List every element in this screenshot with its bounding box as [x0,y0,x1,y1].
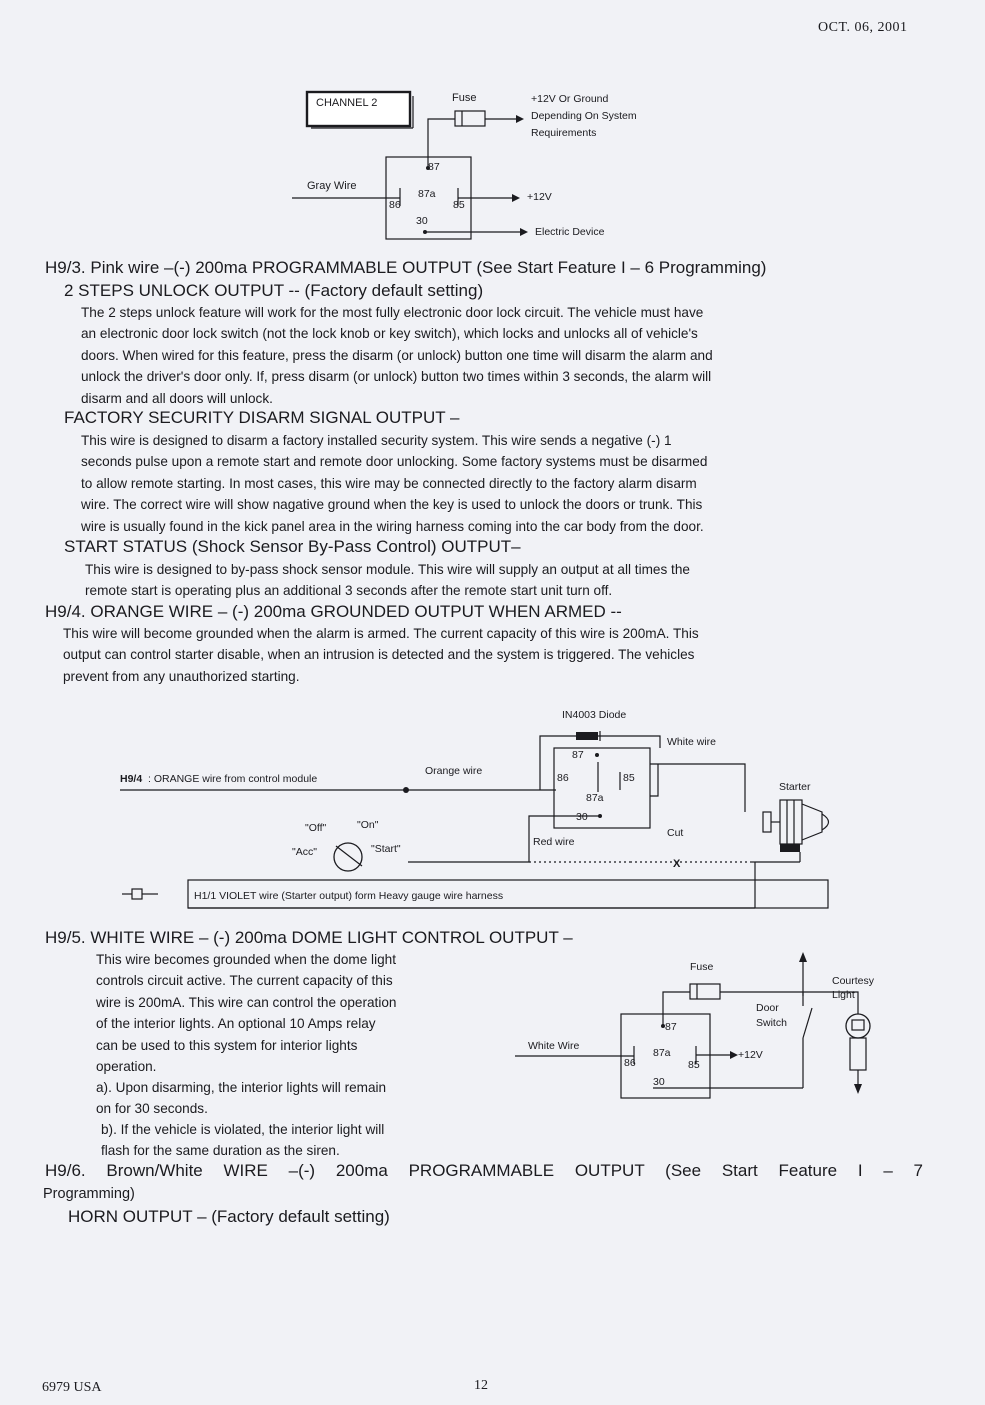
red-wire-label: Red wire [533,836,575,848]
d2-pin-85: 85 [623,772,635,784]
h93-para-unlock: The 2 steps unlock feature will work for the most fully electronic door lock circuit. The vehicle must have an electronic door lock switch (not the lock knob or key switch), which locks and unlocks all of vehicle's doors. When wired for this feature, press the disarm (or unlock) button one time will disarm the alarm and unlock the driver's door only. If, press disarm (or unlock) button two times within 3 seconds, the alarm will disarm and all doors will unlock. [81,305,713,406]
d3-pin-87: 87 [665,1021,677,1033]
h94-heading: H9/4. ORANGE WIRE – (-) 200ma GROUNDED OUTPUT WHEN ARMED -- [45,602,622,621]
supply-label-2: Depending On System [531,110,637,122]
d1-plus12v: +12V [527,191,552,203]
d3-pin-85: 85 [688,1059,700,1071]
light-label: Light [832,989,855,1001]
h96-heading-line1: H9/6. Brown/White WIRE –(-) 200ma PROGRAMMABLE OUTPUT (See Start Feature I – 7 [45,1161,923,1180]
page-number: 12 [474,1378,488,1393]
key-on-label: "On" [357,819,379,831]
d2-source-bold: H9/4 [120,773,143,785]
cut-mark-x: X [673,858,681,870]
h93-sub-start-status: START STATUS (Shock Sensor By-Pass Control) OUTPUT– [64,537,521,556]
d1-pin-86: 86 [389,199,401,211]
d3-fuse-label: Fuse [690,961,714,973]
d1-pin-87: 87 [428,161,440,173]
d1-pin-85: 85 [453,199,465,211]
key-off-label: "Off" [305,822,327,834]
h95-item-b: b). If the vehicle is violated, the interior light will flash for the same duration as the siren. [101,1122,385,1159]
h94-para: This wire will become grounded when the alarm is armed. The current capacity of this wire is 200mA. This output can control starter disable, when an intrusion is detected and the system is triggered. The vehicles prevent from any unauthorized starting. [63,626,699,684]
footer-model: 6979 USA [42,1380,102,1395]
orange-wire-label: Orange wire [425,765,483,777]
d2-pin-87: 87 [572,749,584,761]
relay-diagram-channel2 [280,82,700,250]
door-label: Door [756,1002,779,1014]
channel-label: CHANNEL 2 [316,97,378,109]
h93-para-start-status: This wire is designed to by-pass shock sensor module. This wire will supply an output at all times the remote start is operating plus an additional 3 seconds after the remote start unit turn off. [85,562,690,599]
switch-label: Switch [756,1017,787,1029]
fuse-label: Fuse [452,92,477,104]
h95-item-a: a). Upon disarming, the interior lights will remain on for 30 seconds. [96,1080,387,1117]
h96-sub-horn: HORN OUTPUT – (Factory default setting) [68,1207,390,1226]
h93-heading: H9/3. Pink wire –(-) 200ma PROGRAMMABLE OUTPUT (See Start Feature I – 6 Programming) [45,258,767,277]
d2-pin-87a: 87a [586,792,604,804]
d3-pin-30: 30 [653,1076,665,1088]
courtesy-label: Courtesy [832,975,875,987]
h95-para: This wire becomes grounded when the dome light controls circuit active. The current capacity of this wire is 200mA. This wire can control the operation of the interior lights. An optional 10 Amps relay can be used to this system for interior lights operation. [96,952,397,1075]
dome-light-diagram [510,948,910,1108]
d2-pin-30: 30 [576,811,588,823]
h96-heading-line2: Programming) [43,1186,135,1202]
d1-pin-87a: 87a [418,188,436,200]
h93-sub-unlock: 2 STEPS UNLOCK OUTPUT -- (Factory default setting) [64,281,484,300]
gray-wire-label: Gray Wire [307,180,357,192]
key-acc-label: "Acc" [292,846,317,858]
d3-white-wire-label: White Wire [528,1040,580,1052]
d2-pin-86: 86 [557,772,569,784]
key-start-label: "Start" [371,843,401,855]
document-date: OCT. 06, 2001 [818,20,908,35]
d2-source-label: : ORANGE wire from control module [148,773,318,785]
h93-para-disarm: This wire is designed to disarm a factory installed security system. This wire sends a negative (-) 1 seconds pulse upon a remote start and remote door unlocking. Some factory systems must be disarmed to allow remote starting. In most cases, this wire may be connected directly to the factory alarm disarm wire. The correct wire will show nagative ground when the key is used to unlock the doors or trunk. This wire is usually found in the kick panel area in the wiring harness coming into the car body from the door. [81,433,708,534]
starter-label: Starter [779,781,811,793]
white-wire-label: White wire [667,736,717,748]
d3-pin-86: 86 [624,1057,636,1069]
diode-label: IN4003 Diode [562,709,627,721]
violet-wire-label: H1/1 VIOLET wire (Starter output) form Heavy gauge wire harness [194,890,504,902]
h93-sub-disarm: FACTORY SECURITY DISARM SIGNAL OUTPUT – [64,408,460,427]
starter-disable-diagram [110,700,870,920]
d1-pin-30: 30 [416,215,428,227]
d3-pin-87a: 87a [653,1047,671,1059]
cut-label: Cut [667,827,684,839]
supply-label-3: Requirements [531,127,597,139]
device-label: Electric Device [535,226,605,238]
supply-label-1: +12V Or Ground [531,93,609,105]
d3-plus12v: +12V [738,1049,763,1061]
h95-heading: H9/5. WHITE WIRE – (-) 200ma DOME LIGHT CONTROL OUTPUT – [45,928,573,947]
